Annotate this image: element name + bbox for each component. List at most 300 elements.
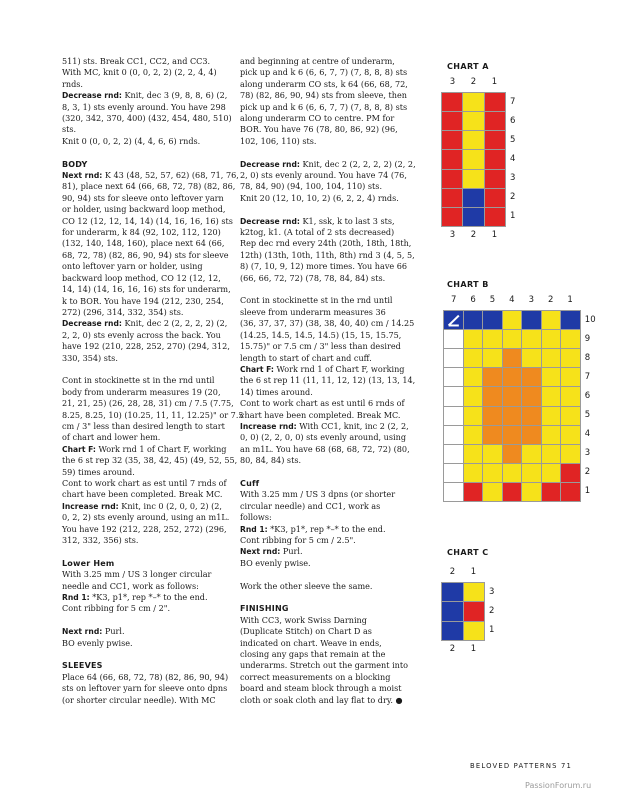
chart-cell: [561, 349, 580, 367]
instruction-text: 21, 21, 25) (26, 28, 28, 31) cm / 7.5 (7.75,: [62, 398, 234, 409]
text-line: [240, 524, 408, 535]
section-heading: BODY: [62, 159, 88, 169]
text-line: [240, 375, 416, 386]
text-line: [240, 330, 408, 341]
text-line: [240, 341, 408, 352]
chart-row-number: 7: [510, 96, 516, 107]
text-line: [240, 261, 408, 272]
chart-column-number: 2: [470, 230, 477, 240]
instruction-text: chart have been completed. Break MC.: [240, 409, 401, 420]
instruction-text: length to start of chart and cuff.: [240, 352, 372, 363]
chart-cell: [522, 426, 541, 444]
chart-cell: [485, 131, 505, 149]
instruction-text: Cont in stockinette st in the rnd until: [62, 375, 215, 386]
text-line: [240, 227, 408, 238]
chart-grid: [441, 582, 485, 641]
chart-cell: [561, 407, 580, 425]
chart-cell: [442, 602, 463, 620]
text-line: [240, 501, 408, 512]
instruction-text: rnds.: [62, 78, 83, 89]
text-line: [62, 535, 230, 546]
chart-a-title: CHART A: [447, 62, 489, 71]
text-line: [62, 181, 236, 192]
text-line: [62, 330, 230, 341]
instruction-text: Work the other sleeve the same.: [240, 580, 373, 591]
text-line: [240, 444, 408, 455]
text-line: [62, 318, 230, 329]
text-line: [240, 558, 408, 569]
chart-column-number: 1: [470, 644, 477, 654]
text-line: [240, 455, 408, 466]
chart-cell: [444, 426, 463, 444]
chart-cell: [463, 208, 483, 226]
text-line: [62, 341, 230, 352]
text-line: [62, 409, 244, 421]
chart-cell: [561, 368, 580, 386]
instruction-text: along underarm CO to centre. PM for: [240, 113, 395, 124]
chart-cell: [503, 387, 522, 405]
chart-row-number: 4: [584, 428, 591, 439]
watermark: PassionForum.ru: [525, 781, 592, 790]
chart-column-number: 2: [470, 77, 477, 87]
slash-symbol-icon: [444, 311, 463, 329]
chart-cell: [503, 483, 522, 501]
instruction-text: (132, 140, 148, 160), place next 64 (66,: [62, 238, 225, 249]
chart-cell: [522, 368, 541, 386]
paragraph: [62, 558, 230, 615]
text-line: [62, 102, 230, 113]
text-line: [240, 90, 408, 101]
chart-cell: [485, 170, 505, 188]
chart-row-number: 8: [584, 352, 591, 363]
instruction-text: board and steam block through a moist: [240, 683, 402, 694]
chart-row-number: 2: [510, 191, 516, 202]
chart-row-number: 6: [584, 390, 591, 401]
text-line: [240, 695, 408, 706]
chart-cell: [444, 407, 463, 425]
instruction-text: Cont ribbing for 5 cm / 2".: [62, 603, 171, 614]
chart-cell: [542, 483, 561, 501]
chart-cell: [503, 464, 522, 482]
sub-heading: Cuff: [240, 478, 260, 488]
text-line: [62, 215, 233, 227]
text-line: [240, 626, 408, 637]
instruction-text: Knit, dec 2 (2, 2, 2, 2) (2,: [121, 318, 228, 329]
chart-cell: [483, 368, 502, 386]
instruction-text: pick up and k 6 (6, 6, 7, 7) (7, 8, 8, 8) sts: [240, 67, 408, 78]
instruction-text: 8) (7, 10, 9, 12) more times. You have 66: [240, 261, 408, 272]
text-line: [240, 295, 408, 306]
text-line: [62, 353, 230, 364]
instruction-text: follows:: [240, 512, 272, 523]
chart-cell: [542, 311, 561, 329]
chart-row-number: 3: [489, 586, 495, 597]
chart-cell: [561, 483, 580, 501]
chart-row-number: 1: [489, 624, 495, 635]
text-line: [62, 467, 230, 478]
chart-cell: [483, 464, 502, 482]
instruction-text: Cont to work chart as est until 6 rnds of: [240, 398, 405, 409]
instruction-label: Chart F:: [240, 364, 274, 374]
chart-row-number: 7: [584, 371, 591, 382]
chart-cell: [444, 445, 463, 463]
text-column-right: [240, 56, 416, 717]
chart-cell: [542, 349, 561, 367]
chart-column-number: 1: [567, 295, 573, 305]
chart-cell: [444, 330, 463, 348]
chart-cell: [522, 464, 541, 482]
text-line: [240, 216, 408, 227]
instruction-text: closing any gaps that remain at the: [240, 649, 386, 660]
instruction-label: Next rnd:: [62, 627, 103, 637]
instruction-text: 511) sts. Break CC1, CC2, and CC3.: [62, 56, 211, 66]
instruction-text: 59) times around.: [62, 466, 135, 477]
chart-row-number: 2: [584, 466, 591, 477]
instruction-text: 90, 94) sts for sleeve onto leftover yarn: [62, 192, 224, 203]
chart-row-number: 1: [510, 210, 516, 221]
chart-cell: [503, 330, 522, 348]
paragraph: [62, 56, 230, 147]
instruction-text: 14, 14) (14, 16, 16, 16) sts for underarm,: [62, 284, 231, 295]
text-line: [62, 307, 230, 318]
paragraph: [240, 581, 408, 592]
text-line: [62, 193, 230, 204]
instruction-text: k to BOR. You have 194 (212, 230, 254,: [62, 295, 224, 306]
instruction-text: (Duplicate Stitch) on Chart D as: [240, 626, 372, 637]
chart-cell: [483, 349, 502, 367]
chart-cell: [503, 311, 522, 329]
text-line: [62, 261, 230, 272]
text-line: [62, 695, 230, 706]
chart-cell: [464, 622, 485, 640]
instruction-text: 78) (82, 86, 90, 94) sts from sleeve, then: [240, 90, 407, 101]
instruction-text: 272) (296, 314, 332, 354) sts.: [62, 306, 184, 317]
chart-cell: [442, 622, 463, 640]
instruction-text: *K3, p1*, rep *–* to the end.: [89, 592, 208, 603]
chart-cell: [464, 426, 483, 444]
chart-cell: [483, 311, 502, 329]
instruction-text: Knit, inc 0 (2, 0, 0, 2) (2,: [118, 500, 222, 511]
instruction-text: BO evenly pwise.: [62, 637, 133, 648]
instruction-text: of chart and lower hem.: [62, 432, 161, 443]
text-line: [62, 489, 230, 500]
chart-b-title: CHART B: [447, 280, 489, 289]
text-line: [62, 478, 230, 489]
instruction-text: 14) times around.: [240, 386, 313, 397]
instruction-text: (or shorter circular needle). With MC: [62, 694, 216, 705]
chart-column-number: 1: [491, 230, 498, 240]
chart-cell: [463, 112, 483, 130]
instruction-text: K 43 (48, 52, 57, 62) (68, 71, 76,: [102, 170, 239, 181]
instruction-text: With 3.25 mm / US 3 dpns (or shorter: [240, 489, 396, 500]
instruction-text: Purl.: [102, 626, 125, 637]
text-line: [240, 318, 415, 329]
chart-cell: [522, 349, 541, 367]
instruction-text: 80, 84, 84) sts.: [240, 455, 302, 466]
instruction-text: along underarm CO sts, k 64 (66, 68, 72,: [240, 78, 408, 89]
chart-cell: [485, 150, 505, 168]
instruction-label: Next rnd:: [62, 171, 103, 181]
instruction-text: 0, 0) (2, 2, 0, 0) sts evenly around, using: [240, 432, 406, 443]
instruction-text: Work rnd 1 of Chart F, working: [95, 443, 227, 454]
instruction-text: 8.25, 8.25, 10) (10.25, 11, 11, 12.25)" or 7.5: [62, 409, 244, 420]
chart-cell: [444, 387, 463, 405]
instruction-text: Cont ribbing for 5 cm / 2.5".: [240, 535, 356, 545]
instruction-label: Rnd 1:: [62, 593, 90, 603]
chart-row-number: 6: [510, 115, 516, 126]
text-line: [62, 421, 230, 432]
instruction-text: Purl.: [280, 546, 303, 557]
chart-cell: [483, 426, 502, 444]
instruction-text: 0, 2, 2) sts evenly around, using an m1L.: [62, 512, 230, 523]
chart-cell: [561, 387, 580, 405]
instruction-text: (36, 37, 37, 37) (38, 38, 40, 40) cm / 14.25: [240, 318, 415, 329]
text-line: [240, 193, 408, 204]
instruction-text: Place 64 (66, 68, 72, 78) (82, 86, 90, 94): [62, 671, 229, 682]
chart-cell: [485, 189, 505, 207]
chart-cell: [442, 112, 462, 130]
text-line: [240, 535, 408, 546]
chart-cell: [561, 464, 580, 482]
chart-cell: [542, 407, 561, 425]
chart-column-number: 3: [449, 77, 456, 87]
text-line: [62, 638, 230, 649]
text-line: [62, 124, 230, 135]
chart-cell: [483, 483, 502, 501]
instruction-text: sts.: [62, 124, 77, 135]
instruction-text: Work rnd 1 of Chart F, working: [273, 363, 405, 374]
text-line: [62, 512, 230, 523]
instruction-text: have 192 (210, 228, 252, 270) (294, 312,: [62, 341, 230, 352]
text-line: [62, 204, 230, 215]
text-line: [62, 501, 230, 512]
chart-cell: [464, 602, 485, 620]
text-line: [240, 56, 408, 67]
chart-cell: [522, 407, 541, 425]
chart-column-number: 1: [491, 77, 498, 87]
chart-cell: [442, 93, 462, 111]
chart-c-title: CHART C: [447, 548, 489, 557]
instruction-text: Cont in stockinette st in the rnd until: [240, 295, 393, 306]
instruction-text: 81), place next 64 (66, 68, 72, 78) (82, 86,: [62, 181, 236, 192]
chart-column-number: 2: [547, 295, 554, 305]
instruction-text: sts on leftover yarn for sleeve onto dpns: [62, 683, 228, 694]
chart-cell: [442, 189, 462, 207]
text-line: [62, 387, 230, 398]
chart-cell: [464, 387, 483, 405]
text-line: [62, 227, 230, 238]
instruction-text: needle and CC1, work as follows:: [62, 580, 199, 591]
instruction-text: and beginning at centre of underarm,: [240, 56, 395, 66]
paragraph: [240, 56, 408, 147]
instruction-text: indicated on chart. Weave in ends,: [240, 637, 382, 648]
instruction-text: 68, 72, 78) (82, 86, 90, 94) sts for sleeve: [62, 249, 229, 260]
chart-cell: [463, 131, 483, 149]
chart-cell: [463, 150, 483, 168]
instruction-text: *K3, p1*, rep *–* to the end.: [267, 523, 386, 534]
paragraph: [240, 215, 415, 284]
instruction-text: Knit 20 (12, 10, 10, 2) (6, 2, 2, 4) rnds.: [240, 192, 399, 203]
chart-cell: [542, 445, 561, 463]
text-line: [62, 79, 230, 90]
chart-cell: [444, 368, 463, 386]
text-line: [240, 660, 408, 671]
text-line: [240, 615, 408, 626]
text-line: [62, 273, 230, 284]
chart-column-number: 3: [528, 295, 534, 305]
text-line: [62, 170, 239, 181]
chart-cell: [463, 189, 483, 207]
text-line: [240, 79, 408, 90]
text-line: [240, 421, 408, 432]
chart-cell: [561, 426, 580, 444]
chart-cell: [442, 170, 462, 188]
chart-grid: [443, 310, 581, 502]
instruction-label: Chart F:: [62, 444, 96, 454]
chart-cell: [561, 330, 580, 348]
text-line: [240, 638, 408, 649]
chart-grid: [441, 92, 506, 227]
text-line: [240, 249, 415, 261]
chart-cell: [542, 464, 561, 482]
text-line: [240, 546, 408, 557]
chart-cell: [442, 208, 462, 226]
chart-cell: [483, 407, 502, 425]
text-line: [240, 581, 408, 592]
instruction-text: 312, 332, 356) sts.: [62, 535, 139, 546]
chart-cell: [485, 93, 505, 111]
page-footer: BELOVED PATTERNS 71: [470, 762, 573, 770]
chart-cell: [464, 330, 483, 348]
chart-column-number: 6: [470, 295, 476, 305]
chart-cell: [464, 407, 483, 425]
text-line: [240, 238, 412, 249]
chart-cell: [483, 445, 502, 463]
paragraph: [62, 159, 239, 364]
chart-cell: [444, 349, 463, 367]
text-line: [240, 364, 408, 375]
text-line: [240, 307, 408, 318]
text-line: [62, 592, 230, 603]
instruction-text: 12th) (13th, 10th, 11th, 8th) rnd 3 (4, 5, 5,: [240, 249, 415, 260]
chart-cell: [485, 112, 505, 130]
chart-column-number: 7: [450, 295, 457, 305]
chart-column-number: 2: [449, 644, 456, 654]
text-line: [62, 581, 230, 592]
text-line: [240, 387, 408, 398]
instruction-text: BO evenly pwise.: [240, 557, 311, 568]
chart-row-number: 2: [489, 605, 495, 616]
text-line: [240, 113, 408, 124]
chart-cell: [522, 330, 541, 348]
chart-row-number: 3: [584, 447, 591, 458]
instruction-label: Decrease rnd:: [240, 216, 300, 226]
chart-row-number: 3: [510, 172, 516, 183]
instruction-text: chart have been completed. Break MC.: [62, 489, 223, 500]
chart-cell: [561, 445, 580, 463]
instruction-text: cm / 3" less than desired length to start: [62, 420, 225, 431]
text-line: [240, 136, 408, 147]
instruction-text: (66, 66, 72, 72) (78, 78, 84, 84) sts.: [240, 272, 386, 283]
text-line: [240, 102, 408, 113]
paragraph: [240, 295, 416, 466]
paragraph: [240, 158, 416, 205]
instruction-text: 15.75)" or 7.5 cm / 3" less than desired: [240, 341, 401, 352]
chart-column-number: 1: [470, 567, 477, 577]
section-heading: SLEEVES: [62, 661, 103, 671]
chart-row-number: 5: [584, 409, 591, 420]
sub-heading: Lower Hem: [62, 558, 115, 568]
chart-cell: [542, 426, 561, 444]
text-line: [62, 90, 230, 101]
chart-cell: [561, 311, 580, 329]
instruction-text: for underarm, k 84 (92, 102, 112, 120): [62, 227, 221, 238]
instruction-text: backward loop method, CO 12 (12, 12,: [62, 272, 221, 283]
instruction-label: Decrease rnd:: [62, 319, 122, 329]
text-line: [240, 683, 408, 694]
text-line: [240, 273, 408, 284]
instruction-text: (320, 342, 370, 400) (432, 454, 480, 510): [62, 113, 232, 124]
chart-cell: [444, 464, 463, 482]
instruction-text: Rep dec rnd every 24th (20th, 18th, 18th,: [240, 238, 412, 249]
chart-cell: [463, 170, 483, 188]
instruction-text: body from underarm measures 19 (20,: [62, 386, 221, 397]
text-line: [62, 67, 230, 78]
instruction-text: (14.25, 14.5, 14.5, 14.5) (15, 15, 15.75,: [240, 329, 402, 340]
instruction-text: or holder, using backward loop method,: [62, 204, 226, 215]
text-line: [62, 113, 230, 124]
chart-column-number: 2: [449, 567, 456, 577]
chart-cell: [464, 311, 483, 329]
chart-cell: [503, 368, 522, 386]
text-line: [62, 238, 230, 249]
chart-cell: [522, 311, 541, 329]
instruction-text: underarms. Stretch out the garment into: [240, 660, 409, 671]
paragraph: [240, 603, 408, 706]
instruction-label: Rnd 1:: [240, 524, 268, 534]
instruction-text: Cont to work chart as est until 7 rnds of: [62, 478, 227, 488]
text-line: [62, 626, 230, 637]
chart-cell: [503, 445, 522, 463]
text-line: [240, 158, 416, 170]
text-line: [62, 603, 230, 614]
instruction-text: K1, ssk, k to last 3 sts,: [299, 215, 395, 226]
chart-cell: [442, 131, 462, 149]
text-line: [62, 250, 230, 261]
instruction-text: correct measurements on a blocking: [240, 671, 391, 682]
paragraph: [240, 478, 408, 569]
text-line: [240, 67, 408, 78]
instruction-label: Increase rnd:: [240, 421, 297, 431]
text-line: [62, 398, 234, 409]
text-line: [62, 569, 230, 580]
instruction-text: 8, 3, 1) sts evenly around. You have 298: [62, 101, 226, 112]
text-line: [240, 398, 408, 409]
text-line: [240, 512, 408, 523]
chart-cell: [442, 150, 462, 168]
text-line: [240, 489, 408, 500]
instruction-text: With CC3, work Swiss Darning: [240, 614, 367, 625]
chart-cell: [503, 426, 522, 444]
chart-cell: [442, 583, 463, 601]
instruction-text: circular needle) and CC1, work as: [240, 500, 381, 511]
chart-cell: [522, 483, 541, 501]
instruction-text: With CC1, knit, inc 2 (2, 2,: [296, 420, 409, 431]
chart-cell: [542, 387, 561, 405]
text-column-left: [62, 56, 244, 717]
instruction-text: BOR. You have 76 (78, 80, 86, 92) (96,: [240, 124, 398, 135]
text-line: [240, 672, 408, 683]
